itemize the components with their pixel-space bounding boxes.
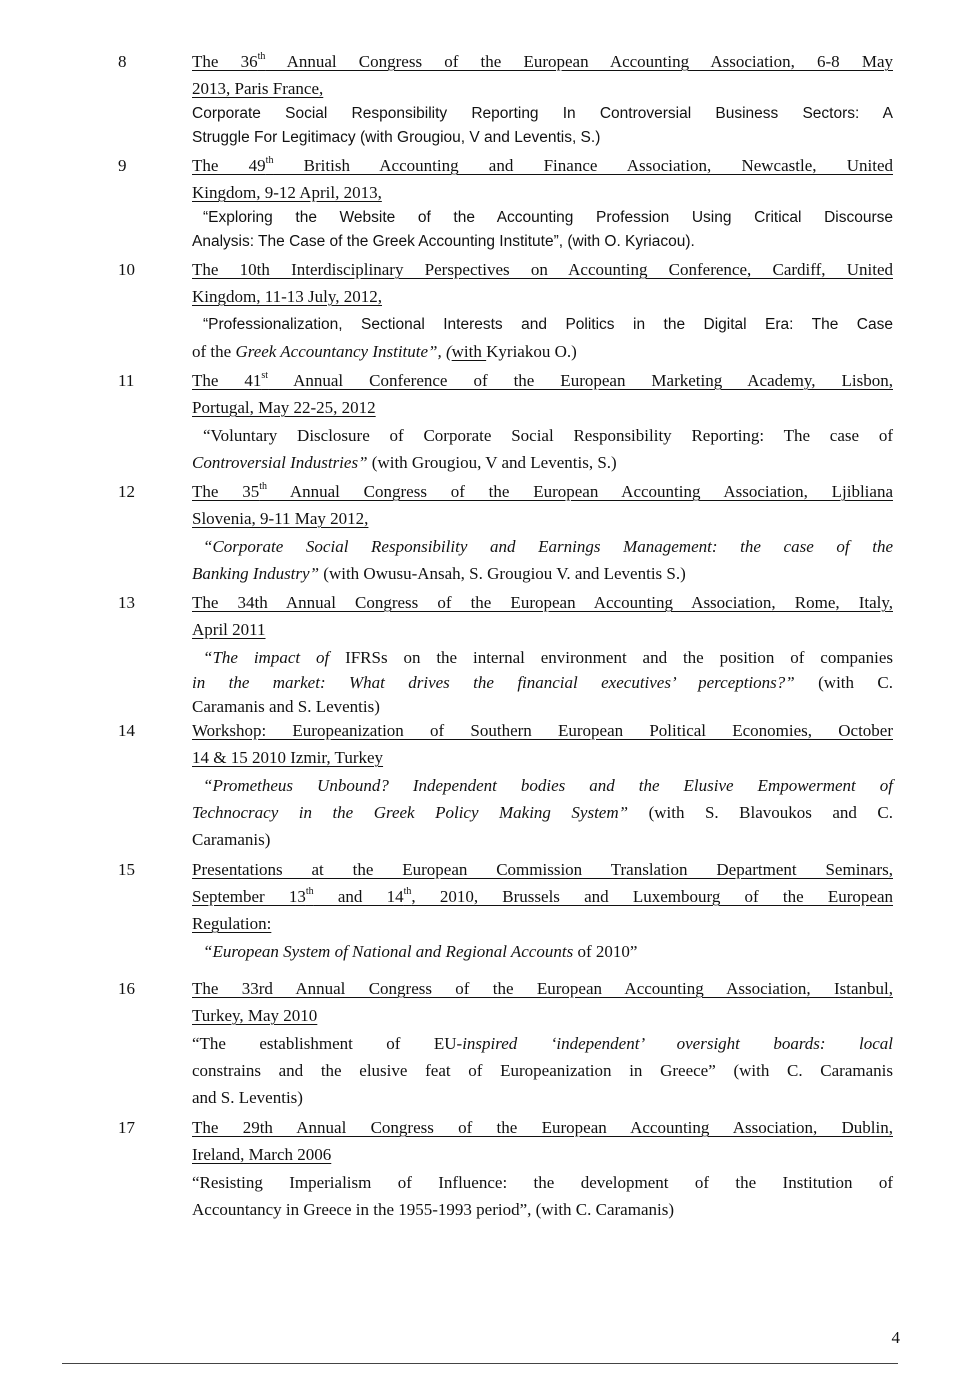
title-line-1: Corporate Social Responsibility Reporting In Controversial Business Sectors: A xyxy=(192,105,893,122)
venue-line-2: April 2011 xyxy=(192,620,266,639)
title-line-1: “Prometheus Unbound? Independent bodies and the Elusive Empowerment of xyxy=(203,776,893,795)
title-line-2: constrains and the elusive feat of Europeanization in Greece” (with C. Caramanis xyxy=(192,1061,893,1080)
title-line-1: “Exploring the Website of the Accounting Profession Using Critical Discourse xyxy=(203,209,893,226)
entry-number: 10 xyxy=(118,260,135,279)
venue-line-1: The 10th Interdisciplinary Perspectives on Accounting Conference, Cardiff, United xyxy=(192,260,893,279)
venue-line-2: Kingdom, 11-13 July, 2012, xyxy=(192,287,382,306)
venue-line-2: Kingdom, 9-12 April, 2013, xyxy=(192,183,382,202)
venue-line-2: Turkey, May 2010 xyxy=(192,1006,318,1025)
venue-line-2: 14 & 15 2010 Izmir, Turkey xyxy=(192,748,384,767)
venue-line-2: Ireland, March 2006 xyxy=(192,1145,332,1164)
entry-number: 8 xyxy=(118,52,127,71)
venue-line-1: The 36th Annual Congress of the European Accounting Association, 6-8 May xyxy=(192,51,893,71)
venue-line-1: The 35th Annual Congress of the European Accounting Association, Ljibliana xyxy=(192,481,893,501)
title-line-3: and S. Leventis) xyxy=(192,1088,303,1107)
title-line-1: “Voluntary Disclosure of Corporate Social Responsibility Reporting: The case of xyxy=(203,426,893,445)
title-line-2: Banking Industry” (with Owusu-Ansah, S. Grougiou V. and Leventis S.) xyxy=(192,564,686,583)
venue-line-1: The 41st Annual Conference of the European Marketing Academy, Lisbon, xyxy=(192,370,893,390)
title-line-2: Controversial Industries” (with Grougiou, V and Leventis, S.) xyxy=(192,453,617,472)
venue-line-1: The 29th Annual Congress of the European Accounting Association, Dublin, xyxy=(192,1118,893,1137)
entry-number: 11 xyxy=(118,371,135,390)
title-line-2: Technocracy in the Greek Policy Making System” (with S. Blavoukos and C. xyxy=(192,803,893,822)
venue-line-1: The 49th British Accounting and Finance Association, Newcastle, United xyxy=(192,155,893,175)
venue-line-2: September 13th and 14th, 2010, Brussels and Luxembourg of the European xyxy=(192,886,894,906)
title-line-3: Caramanis and S. Leventis) xyxy=(192,697,380,716)
entry-number: 14 xyxy=(118,721,135,740)
venue-line-2: Portugal, May 22-25, 2012 xyxy=(192,398,376,417)
venue-line-3: Regulation: xyxy=(192,914,272,933)
entry-number: 13 xyxy=(118,593,135,612)
entry-number: 16 xyxy=(118,979,135,998)
venue-line-1: The 33rd Annual Congress of the European Accounting Association, Istanbul, xyxy=(192,979,893,998)
title-line-2: Accountancy in Greece in the 1955-1993 period”, (with C. Caramanis) xyxy=(192,1200,674,1219)
title-line-1: “Corporate Social Responsibility and Earnings Management: the case of the xyxy=(203,537,893,556)
venue-line-1: Presentations at the European Commission Translation Department Seminars, xyxy=(192,860,893,879)
title-line-2: of the Greek Accountancy Institute”, (with Kyriakou O.) xyxy=(192,342,577,361)
entry-number: 15 xyxy=(118,860,135,879)
title-line-1: “Professionalization, Sectional Interests and Politics in the Digital Era: The Case xyxy=(203,316,893,333)
entry-number: 9 xyxy=(118,156,127,175)
entry-number: 12 xyxy=(118,482,135,501)
title-line-2: in the market: What drives the financial executives’ perceptions?” (with C. xyxy=(192,673,893,692)
venue-line-1: The 34th Annual Congress of the European Accounting Association, Rome, Italy, xyxy=(192,593,893,612)
venue-line-2: Slovenia, 9-11 May 2012, xyxy=(192,509,369,528)
title-line-2: Analysis: The Case of the Greek Accounting Institute”, (with O. Kyriacou). xyxy=(192,233,695,250)
venue-line-2: 2013, Paris France, xyxy=(192,79,324,98)
footer-divider xyxy=(62,1363,898,1364)
venue-line-1: Workshop: Europeanization of Southern European Political Economies, October xyxy=(192,721,893,740)
title-line-1: “The impact of IFRSs on the internal environment and the position of companies xyxy=(203,648,893,667)
title-line-1: “European System of National and Regional Accounts of 2010” xyxy=(203,942,638,961)
entry-number: 17 xyxy=(118,1118,135,1137)
title-line-1: “The establishment of EU-inspired ‘independent’ oversight boards: local xyxy=(192,1034,893,1053)
title-line-1: “Resisting Imperialism of Influence: the development of the Institution of xyxy=(192,1173,893,1192)
title-line-2: Struggle For Legitimacy (with Grougiou, V and Leventis, S.) xyxy=(192,129,601,146)
page-number: 4 xyxy=(891,1328,900,1347)
title-line-3: Caramanis) xyxy=(192,830,271,849)
